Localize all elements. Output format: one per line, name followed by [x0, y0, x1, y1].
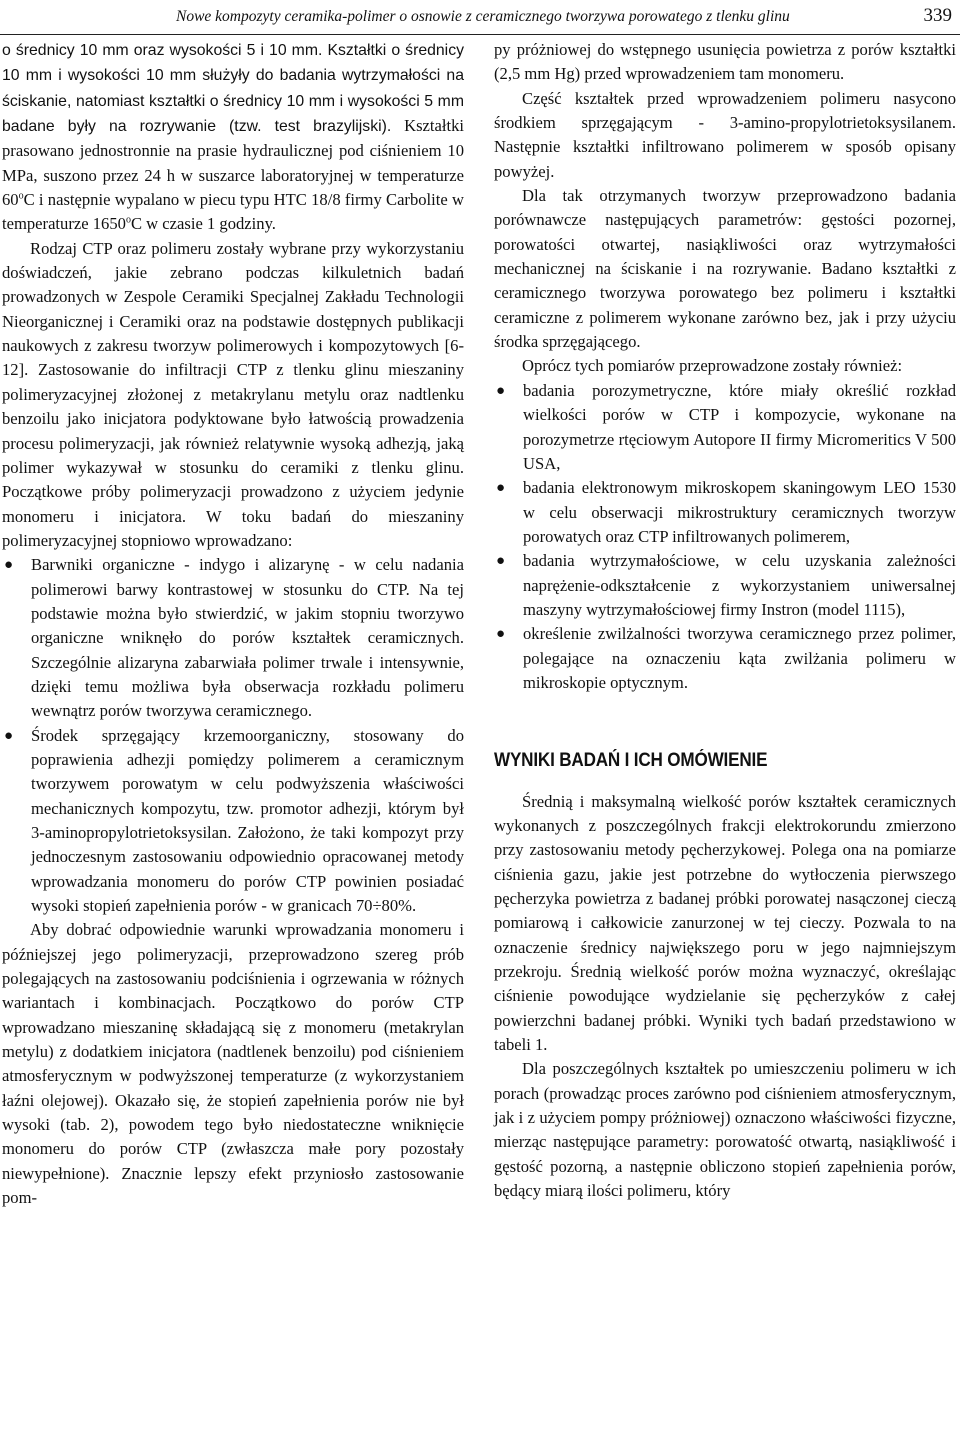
paragraph: Dla poszczególnych kształtek po umieszczeniu polimeru w ich porach (prowadząc proces zarówno pod ciśnieniem atmosferycznym, jak i z użyciem pompy próżniowej) oznaczono właściwości fizyczne, mierząc następujące parametry: porowatość otwartą, nasiąkliwość i gęstość pozorną, a następnie obliczono stopień zapełnienia porów, będący miarą ilości polimeru, który	[494, 1059, 956, 1201]
paragraph: Dla tak otrzymanych tworzyw przeprowadzono badania porównawcze następujących parametrów: gęstości pozornej, porowatości otwartej, nasiąkliwości oraz wytrzymałości mechanicznej na ściskanie i na rozrywanie. Badano kształtki z ceramicznego tworzywa porowatego bez polimeru i kształtki ceramiczne z polimerem wykonane zarówno bez, jak i przy użyciu środka sprzęgającego.	[494, 186, 956, 352]
bullet-list	[2, 553, 464, 918]
paragraph: Część kształtek przed wprowadzeniem polimeru nasycono środkiem sprzęgającym - 3-amino-propylotrietoksysilanem. Następnie kształtki infiltrowano polimerem w sposób opisany powyżej.	[494, 88, 956, 181]
bullet-icon: ●	[496, 553, 506, 570]
bullet-icon: ●	[496, 382, 506, 399]
list-item	[494, 476, 956, 549]
degree-mark: o	[125, 214, 131, 226]
paragraph: Średnią i maksymalną wielkość porów kształtek ceramicznych wykonanych z poszczególnych frakcji elektrokorundu zmierzono przy zastosowaniu metody pęcherzykowej. Polega ona na pomiarze ciśnienia gazu, jakie jest potrzebne do wytłoczenia pierwszego pęcherzyka powietrza z badanej próbki porowatej nasączonej cieczą pomiarową i całkowicie zanurzonej w tej cieczy. Pozwala to na oznaczenie średnicy największego poru w jego najmniejszym przekroju. Średnią wielkość porów można wyznaczyć, określając ciśnienie powodujące wydzielanie się pęcherzyków z całej powierzchni badanej próbki. Wyniki tych badań przedstawiono w tabeli 1.	[494, 791, 956, 1055]
list-item-text: badania wytrzymałościowe, w celu uzyskania zależności naprężenie-odkształcenie z wykorzystaniem uniwersalnej maszyny wytrzymałościowej firmy Instron (model 1115),	[523, 551, 956, 619]
list-item	[2, 553, 464, 723]
bullet-icon: ●	[496, 480, 506, 497]
list-item	[2, 724, 464, 919]
page-number: 339	[923, 5, 952, 26]
paragraph: Aby dobrać odpowiednie warunki wprowadzania monomeru i późniejszej jego polimeryzacji, przeprowadzono szereg prób polegających na zastosowaniu podciśnienia i ogrzewania w różnych wariantach i kombinacjach. Początkowo do porów CTP wprowadzano mieszaninę składającą się z monomeru (metakrylan metylu) z dodatkiem inicjatora (nadtlenek benzoilu) pod ciśnieniem atmosferycznym w podwyższonej temperaturze (z wykorzystaniem łaźni olejowej). Okazało się, że stopień zapełnienia porów nie był wysoki (tab. 2), powodem tego było niedostateczne wniknięcie monomeru do porów CTP (zwłaszcza małe pory pozostały niewypełnione). Znacznie lepszy efekt przyniosło zastosowanie pom-	[2, 920, 464, 1208]
paragraph-text: Kształtki prasowano jednostronnie na prasie hydraulicznej pod ciśnieniem 10 MPa, suszono przez 24 h w suszarce laboratoryjnej w temperaturze 60	[2, 116, 464, 210]
right-column	[494, 38, 956, 1203]
list-item	[494, 549, 956, 622]
bullet-icon: ●	[4, 557, 14, 574]
paragraph-sans-text: o średnicy 10 mm oraz wysokości 5 i 10 mm. Kształtki o średnicy 10 mm i wysokości 10 mm służyły do badania wytrzymałości na ściskanie, natomiast kształtki o średnicy 10 mm i wysokości 5 mm badane były na rozrywanie (tzw. test brazylijski).	[2, 42, 464, 136]
left-column	[2, 38, 464, 1211]
list-item-text: określenie zwilżalności tworzywa ceramicznego przez polimer, polegające na oznaczeniu kąta zwilżania polimeru w mikroskopie optycznym.	[523, 624, 956, 692]
list-item-text: Barwniki organiczne - indygo i alizarynę - w celu nadania polimerowi barwy kontrastowej w stosunku do CTP. Na tej podstawie można było stwierdzić, w jakim stopniu tworzywo organiczne wniknęło do porów kształtek ceramicznych. Szczególnie alizaryna zabarwiała polimer trwale i intensywnie, dzięki temu możliwa była obserwacja rozkładu polimeru wewnątrz porów tworzywa ceramicznego.	[31, 555, 464, 721]
running-header	[0, 0, 960, 35]
bullet-icon: ●	[496, 626, 506, 643]
list-item-text: badania porozymetryczne, które miały określić rozkład wielkości porów w CTP i kompozycie, wykonane na porozymetrze rtęciowym Autopore II firmy Micromeritics V 500 USA,	[523, 380, 956, 473]
bullet-icon: ●	[4, 727, 14, 744]
list-item	[494, 622, 956, 695]
list-item-text: Środek sprzęgający krzemoorganiczny, stosowany do poprawienia adhezji pomiędzy polimerem a ceramicznym tworzywem porowatym w celu podwyższenia właściwości mechanicznych kompozytu, tzw. promotor adhezji, którym był 3-aminopropylotrietoksysilan. Założono, że taki kompozyt przy jednoczesnym zastosowaniu odpowiednio opracowanej metody wprowadzania monomeru do porów CTP powinien posiadać wysoki stopień zapełnienia porów - w granicach 70÷80%.	[31, 725, 464, 916]
section-heading: WYNIKI BADAŃ I ICH OMÓWIENIE	[494, 750, 768, 772]
paragraph	[2, 38, 464, 237]
paragraph-text: C i następnie wypalano w piecu typu HTC 18/8 firmy Carbolite w temperaturze 1650	[2, 190, 464, 234]
paragraph: py próżniowej do wstępnego usunięcia powietrza z porów kształtki (2,5 mm Hg) przed wprowadzeniem tam monomeru.	[494, 40, 956, 84]
list-item-text: badania elektronowym mikroskopem skaningowym LEO 1530 w celu obserwacji mikrostruktury ceramicznych tworzyw porowatych oraz CTP infiltrowanych polimerem,	[523, 478, 956, 546]
list-item	[494, 379, 956, 476]
bullet-list	[494, 379, 956, 695]
running-title: Nowe kompozyty ceramika-polimer o osnowie z ceramicznego tworzywa porowatego z tlenku glinu	[176, 8, 790, 25]
paragraph: Rodzaj CTP oraz polimeru zostały wybrane przy wykorzystaniu doświadczeń, jakie zebrano podczas kilkuletnich badań prowadzonych w Zespole Ceramiki Specjalnej Zakładu Technologii Nieorganicznej i Ceramiki oraz na podstawie dostępnych publikacji naukowych z zakresu tworzyw polimerowych i kompozytowych [6-12]. Zastosowanie do infiltracji CTP z tlenku glinu mieszaniny polimeryzacyjnej złożonej z metakrylanu metylu oraz nadtlenku benzoilu jako inicjatora podyktowane było łatwością prowadzenia procesu polimeryzacji, jak również relatywnie wysoką adhezją, jaką polimer wykazywał w stosunku do ceramiki z tlenku glinu. Początkowe próby polimeryzacji prowadzono z użyciem jedynie monomeru i inicjatora. W toku badań do mieszaniny polimeryzacyjnej stopniowo wprowadzano:	[2, 238, 464, 550]
paragraph: Oprócz tych pomiarów przeprowadzone zostały również:	[522, 356, 903, 376]
degree-mark: o	[18, 190, 24, 202]
paragraph-text: C w czasie 1 godziny.	[130, 214, 276, 234]
